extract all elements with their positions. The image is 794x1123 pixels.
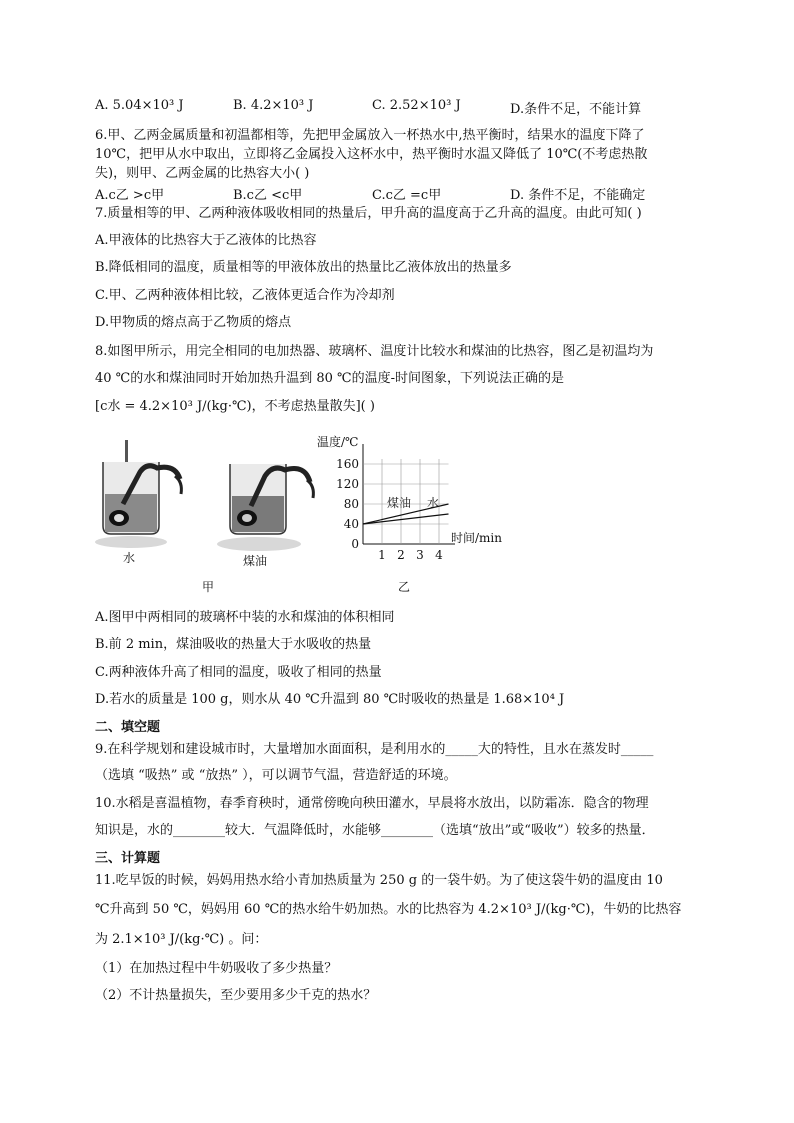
series-line-water: [363, 514, 449, 524]
water-beaker-illustration: [95, 440, 181, 548]
section-3-heading: 三、计算题: [95, 851, 161, 866]
q10-line-1: 10.水稻是喜温植物，春季育秧时，通常傍晚向秧田灌水，早晨将水放出，以防霜冻．隐含的物理: [95, 796, 649, 811]
chart-xlabel: 时间/min: [451, 531, 502, 545]
q11-line-2: ℃升高到 50 ℃，妈妈用 60 ℃的热水给牛奶加热。水的比热容为 4.2×10³ J/(kg·℃)，牛奶的比热容: [95, 902, 682, 917]
q11-line-3: 为 2.1×10³ J/(kg·℃) 。问：: [95, 932, 268, 947]
q11-line-1: 11.吃早饭的时候，妈妈用热水给小青加热质量为 250 g 的一袋牛奶。为了使这袋牛奶的温度由 10: [95, 873, 663, 888]
series-label-kerosene: 煤油: [387, 496, 412, 510]
y-tick-label: 80: [343, 497, 359, 511]
y-tick-label: 0: [351, 537, 359, 551]
label-water: 水: [123, 551, 136, 565]
q6-option-a: A.c乙 >c甲: [95, 188, 165, 203]
q6-line-2: 10℃，把甲从水中取出，立即将乙金属投入这杯水中，热平衡时水温又降低了 10℃(不考虑热散: [95, 147, 648, 162]
x-tick-label: 3: [416, 548, 424, 562]
q8-line-1: 8.如图甲所示，用完全相同的电加热器、玻璃杯、温度计比较水和煤油的比热容，图乙是初温均为: [95, 344, 654, 359]
q8-figure: [95, 434, 515, 599]
q5-option-b: B. 4.2×10³ J: [233, 98, 314, 113]
q8-option-c: C.两种液体升高了相同的温度，吸收了相同的热量: [95, 665, 382, 680]
q7-option-a: A.甲液体的比热容大于乙液体的比热容: [95, 233, 317, 248]
caption-jia: 甲: [202, 580, 215, 594]
q7-option-d: D.甲物质的熔点高于乙物质的熔点: [95, 315, 292, 330]
q9-line-1: 9.在科学规划和建设城市时，大量增加水面面积，是利用水的_____大的特性，且水在蒸发时_____: [95, 742, 654, 757]
q6-option-b: B.c乙 <c甲: [233, 188, 303, 203]
q5-option-c: C. 2.52×10³ J: [372, 98, 461, 113]
q7-option-c: C.甲、乙两种液体相比较，乙液体更适合作为冷却剂: [95, 288, 395, 303]
caption-yi: 乙: [398, 580, 411, 594]
chart-ylabel: 温度/℃: [317, 435, 359, 449]
q8-line-2: 40 ℃的水和煤油同时开始加热升温到 80 ℃的温度-时间图象，下列说法正确的是: [95, 371, 564, 386]
q8-option-d: D.若水的质量是 100 g，则水从 40 ℃升温到 80 ℃时吸收的热量是 1.68×10⁴ J: [95, 692, 565, 707]
q6-line-3: 失)，则甲、乙两金属的比热容大小( ): [95, 166, 310, 181]
y-tick-label: 160: [336, 457, 359, 471]
q6-option-c: C.c乙 =c甲: [372, 188, 442, 203]
q5-options: [95, 98, 695, 116]
q6-options: [95, 184, 695, 202]
q9-line-2: （选填 “吸热” 或 “放热” ），可以调节气温，营造舒适的环境。: [95, 768, 457, 783]
x-tick-label: 4: [435, 548, 443, 562]
q10-line-2: 知识是，水的________较大．气温降低时，水能够________（选填“放出”或“吸收”）较多的热量．: [95, 823, 655, 838]
kerosene-beaker-illustration: [217, 464, 313, 551]
q7-stem: 7.质量相等的甲、乙两种液体吸收相同的热量后，甲升高的温度高于乙升高的温度。由此可知( ): [95, 206, 642, 221]
q7-option-b: B.降低相同的温度，质量相等的甲液体放出的热量比乙液体放出的热量多: [95, 260, 512, 275]
q5-option-d: D.条件不足，不能计算: [510, 102, 642, 117]
q5-option-a: A. 5.04×10³ J: [95, 98, 184, 113]
label-kerosene: 煤油: [243, 554, 268, 568]
q6-option-d: D. 条件不足，不能确定: [510, 188, 646, 203]
y-tick-label: 40: [343, 517, 359, 531]
q11-sub-1: （1）在加热过程中牛奶吸收了多少热量？: [95, 961, 338, 976]
x-tick-label: 2: [397, 548, 405, 562]
series-label-water: 水: [427, 496, 440, 510]
q6-line-1: 6.甲、乙两金属质量和初温都相等，先把甲金属放入一杯热水中,热平衡时，结果水的温度下降了: [95, 128, 645, 143]
x-tick-label: 1: [378, 548, 386, 562]
q8-line-3: [c水 = 4.2×10³ J/(kg·℃)，不考虑热量散失]( ): [95, 399, 375, 414]
q8-option-b: B.前 2 min，煤油吸收的热量大于水吸收的热量: [95, 637, 372, 652]
section-2-heading: 二、填空题: [95, 720, 161, 735]
y-tick-label: 120: [336, 477, 359, 491]
q11-sub-2: （2）不计热量损失，至少要用多少千克的热水？: [95, 988, 377, 1003]
q8-option-a: A.图甲中两相同的玻璃杯中装的水和煤油的体积相同: [95, 610, 395, 625]
temperature-time-chart: [317, 434, 502, 562]
